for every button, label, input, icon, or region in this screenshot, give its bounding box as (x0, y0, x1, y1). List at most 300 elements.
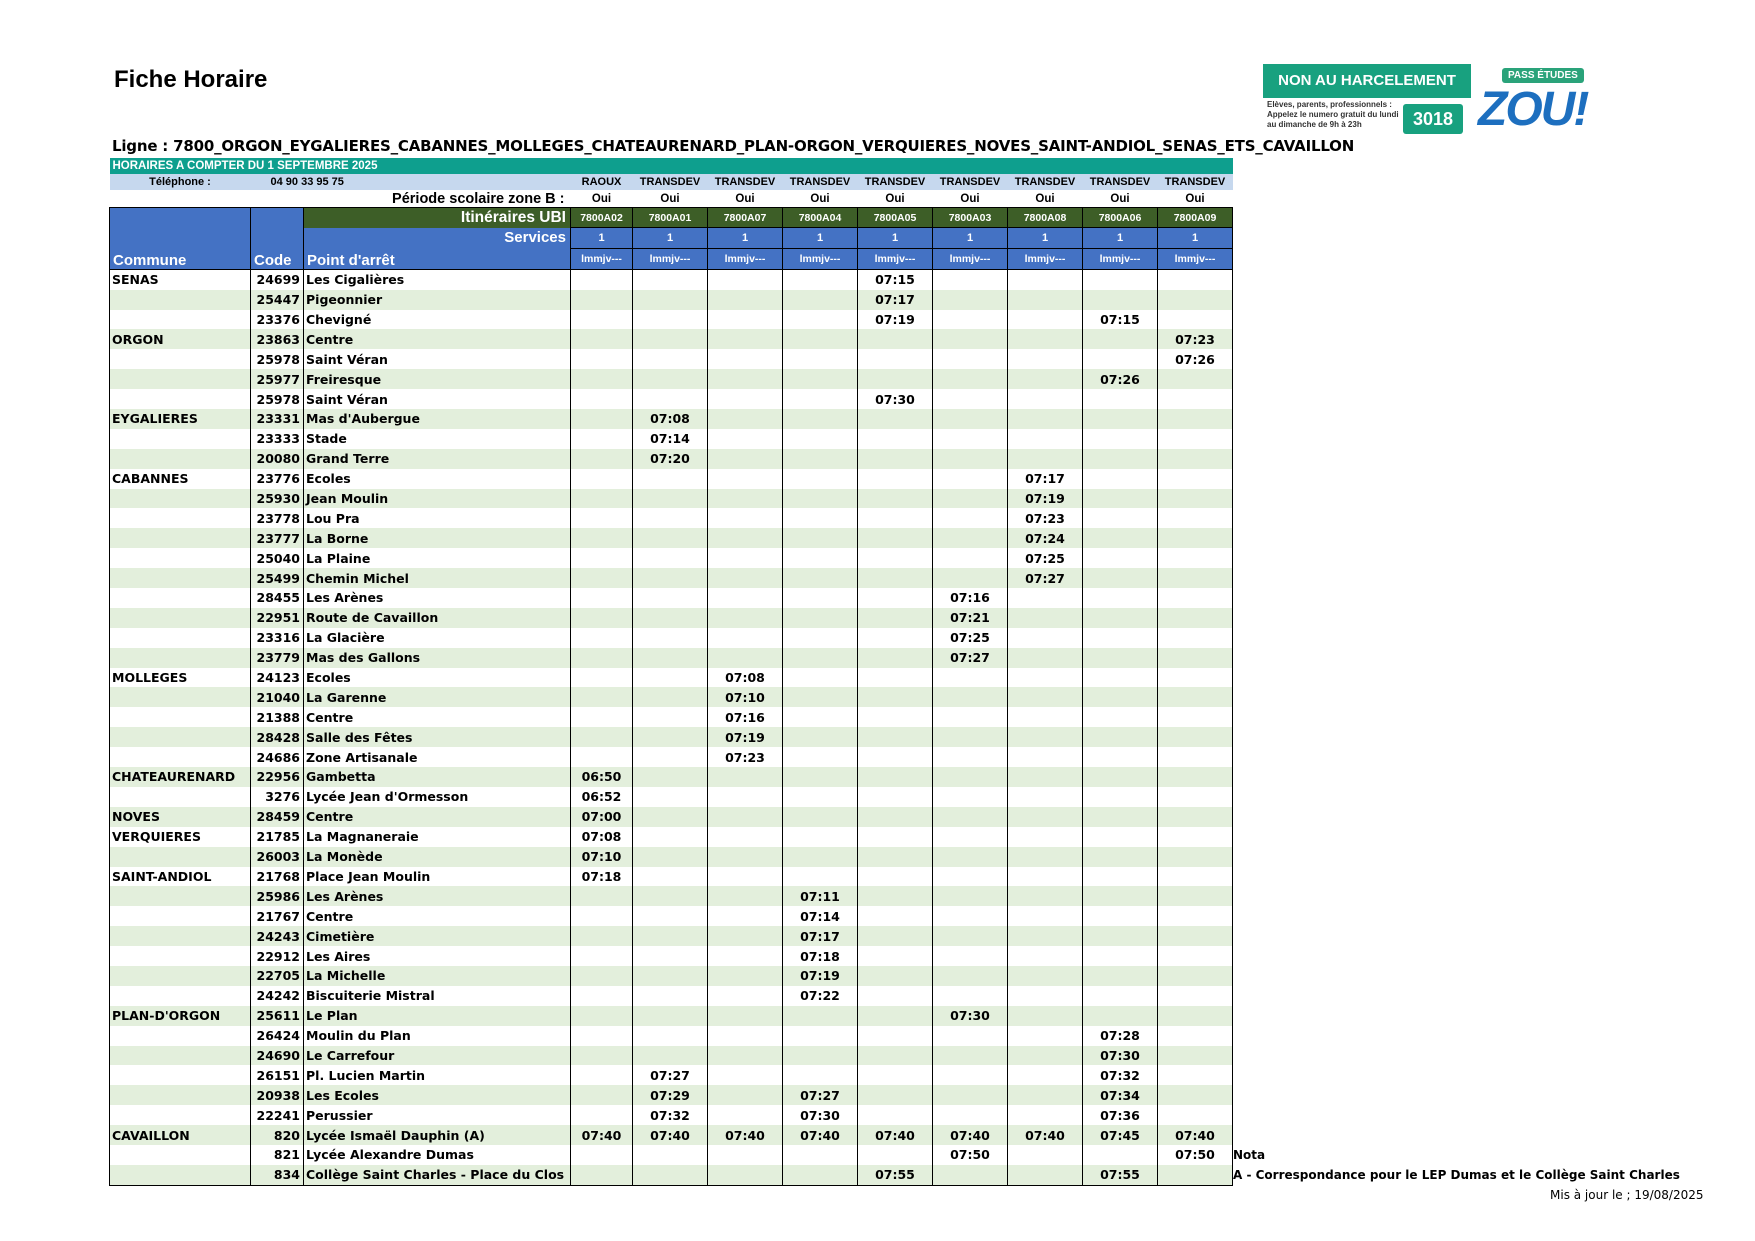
time-cell (783, 1145, 858, 1165)
time-cell (783, 469, 858, 489)
time-cell (571, 568, 633, 588)
timetable-row (110, 867, 1233, 887)
stop-cell: Cimetière (304, 926, 571, 946)
time-cell: 07:24 (1008, 528, 1083, 548)
itineraire-code: 7800A06 (1083, 208, 1158, 228)
operator-name: TRANSDEV (708, 174, 783, 190)
timetable-row (110, 349, 1233, 369)
time-cell: 07:40 (1158, 1125, 1233, 1145)
service-number: 1 (933, 228, 1008, 249)
itineraire-code: 7800A08 (1008, 208, 1083, 228)
time-cell (1008, 807, 1083, 827)
code-cell: 28428 (251, 727, 304, 747)
time-cell (1008, 429, 1083, 449)
time-cell (1083, 668, 1158, 688)
commune-cell (110, 528, 251, 548)
harcelement-logo-number: 3018 (1403, 104, 1463, 134)
time-cell (708, 847, 783, 867)
time-cell (933, 727, 1008, 747)
time-cell (933, 508, 1008, 528)
time-cell (633, 608, 708, 628)
time-cell: 07:10 (571, 847, 633, 867)
commune-cell: ORGON (110, 329, 251, 349)
time-cell (1083, 429, 1158, 449)
timetable-row (110, 310, 1233, 330)
stop-cell: Les Cigalières (304, 269, 571, 289)
commune-cell (110, 986, 251, 1006)
time-cell (1083, 946, 1158, 966)
time-cell (1008, 668, 1083, 688)
time-cell (933, 687, 1008, 707)
code-cell: 24243 (251, 926, 304, 946)
operator-name: TRANSDEV (1008, 174, 1083, 190)
time-cell (1008, 867, 1083, 887)
time-cell (708, 568, 783, 588)
time-cell: 07:55 (1083, 1165, 1158, 1185)
time-cell (633, 886, 708, 906)
time-cell (708, 469, 783, 489)
operator-name: RAOUX (571, 174, 633, 190)
stop-cell: Perussier (304, 1105, 571, 1125)
time-cell (571, 409, 633, 429)
time-cell (1158, 906, 1233, 926)
stop-cell: Les Ecoles (304, 1085, 571, 1105)
services-label: Services (304, 228, 571, 249)
time-cell (633, 707, 708, 727)
time-cell (783, 687, 858, 707)
zou-logo-badge: PASS ÉTUDES (1502, 68, 1584, 83)
time-cell (783, 269, 858, 289)
time-cell (933, 707, 1008, 727)
time-cell (783, 1006, 858, 1026)
time-cell (858, 349, 933, 369)
time-cell: 07:26 (1158, 349, 1233, 369)
timetable-row (110, 847, 1233, 867)
timetable-row (110, 906, 1233, 926)
service-days: lmmjv--- (783, 248, 858, 269)
time-cell (708, 588, 783, 608)
timetable-row (110, 369, 1233, 389)
time-cell (571, 548, 633, 568)
time-cell (1083, 687, 1158, 707)
stop-cell: Saint Véran (304, 389, 571, 409)
time-cell (1158, 926, 1233, 946)
commune-cell: PLAN-D'ORGON (110, 1006, 251, 1026)
time-cell (571, 1046, 633, 1066)
time-cell (708, 310, 783, 330)
time-cell (1008, 707, 1083, 727)
time-cell (1158, 588, 1233, 608)
time-cell (633, 668, 708, 688)
service-days: lmmjv--- (571, 248, 633, 269)
time-cell: 07:17 (1008, 469, 1083, 489)
time-cell (858, 727, 933, 747)
timetable-row (110, 290, 1233, 310)
time-cell: 07:19 (858, 310, 933, 330)
time-cell (858, 588, 933, 608)
time-cell (1083, 1145, 1158, 1165)
timetable-row (110, 329, 1233, 349)
time-cell (933, 489, 1008, 509)
stop-cell: Chemin Michel (304, 568, 571, 588)
time-cell (933, 369, 1008, 389)
nota-title: Nota (1233, 1148, 1266, 1162)
stop-cell: Place Jean Moulin (304, 867, 571, 887)
time-cell (571, 1085, 633, 1105)
time-cell (708, 389, 783, 409)
periode-value: Oui (591, 192, 612, 205)
code-cell: 24686 (251, 747, 304, 767)
time-cell (571, 528, 633, 548)
time-cell (571, 628, 633, 648)
stop-cell: Centre (304, 807, 571, 827)
time-cell (1008, 966, 1083, 986)
time-cell (858, 668, 933, 688)
time-cell (708, 787, 783, 807)
stop-cell: La Michelle (304, 966, 571, 986)
time-cell (571, 966, 633, 986)
time-cell (858, 449, 933, 469)
time-cell (1008, 1006, 1083, 1026)
service-number: 1 (858, 228, 933, 249)
timetable-row (110, 548, 1233, 568)
time-cell (858, 926, 933, 946)
itineraires-row (110, 208, 1233, 228)
time-cell: 07:18 (571, 867, 633, 887)
timetable-row (110, 1006, 1233, 1026)
itineraire-code: 7800A07 (708, 208, 783, 228)
timetable-row (110, 1046, 1233, 1066)
time-cell (783, 1165, 858, 1185)
periode-value: Oui (735, 192, 755, 205)
code-cell: 25499 (251, 568, 304, 588)
time-cell (933, 429, 1008, 449)
time-cell (858, 369, 933, 389)
code-cell: 25986 (251, 886, 304, 906)
code-cell: 24123 (251, 668, 304, 688)
time-cell (858, 747, 933, 767)
time-cell (783, 588, 858, 608)
time-cell (1158, 1065, 1233, 1085)
time-cell (783, 787, 858, 807)
service-number: 1 (571, 228, 633, 249)
time-cell (1008, 747, 1083, 767)
commune-cell (110, 727, 251, 747)
time-cell (1083, 548, 1158, 568)
time-cell (858, 867, 933, 887)
time-cell (708, 807, 783, 827)
stop-cell: Mas d'Aubergue (304, 409, 571, 429)
commune-cell (110, 966, 251, 986)
time-cell (1083, 608, 1158, 628)
time-cell (1008, 946, 1083, 966)
line-title: Ligne : 7800_ORGON_EYGALIERES_CABANNES_MOLLEGES_CHATEAURENARD_PLAN-ORGON_VERQUIERES_NOVES_SAINT-ANDIOL_SENAS_ETS_CAVAILLON (112, 137, 1355, 155)
stop-cell: Ecoles (304, 469, 571, 489)
time-cell (783, 329, 858, 349)
commune-cell (110, 608, 251, 628)
time-cell (1158, 429, 1233, 449)
time-cell (1158, 986, 1233, 1006)
time-cell (708, 290, 783, 310)
time-cell (708, 409, 783, 429)
time-cell (858, 946, 933, 966)
time-cell (708, 767, 783, 787)
time-cell: 07:16 (708, 707, 783, 727)
operator-name: TRANSDEV (1158, 174, 1233, 190)
time-cell (783, 349, 858, 369)
itineraire-code: 7800A04 (783, 208, 858, 228)
time-cell (933, 409, 1008, 429)
code-cell: 22912 (251, 946, 304, 966)
time-cell (633, 568, 708, 588)
time-cell (633, 269, 708, 289)
time-cell (571, 449, 633, 469)
time-cell (633, 648, 708, 668)
time-cell (633, 847, 708, 867)
time-cell (933, 867, 1008, 887)
periode-value: Oui (660, 192, 680, 205)
time-cell (1158, 707, 1233, 727)
time-cell (633, 628, 708, 648)
time-cell: 07:30 (783, 1105, 858, 1125)
code-cell: 22705 (251, 966, 304, 986)
time-cell (933, 807, 1008, 827)
time-cell (1158, 409, 1233, 429)
time-cell: 07:40 (1008, 1125, 1083, 1145)
time-cell (571, 349, 633, 369)
time-cell (933, 926, 1008, 946)
time-cell: 07:18 (783, 946, 858, 966)
time-cell (783, 310, 858, 330)
code-cell: 24242 (251, 986, 304, 1006)
stop-cell: Pigeonnier (304, 290, 571, 310)
stop-cell: Saint Véran (304, 349, 571, 369)
code-cell: 23778 (251, 508, 304, 528)
timetable-row (110, 1105, 1233, 1125)
time-cell (708, 449, 783, 469)
commune-cell (110, 489, 251, 509)
time-cell (708, 548, 783, 568)
time-cell: 06:52 (571, 787, 633, 807)
time-cell: 07:32 (633, 1105, 708, 1125)
time-cell (933, 767, 1008, 787)
time-cell (933, 886, 1008, 906)
commune-cell (110, 588, 251, 608)
timetable-row (110, 1026, 1233, 1046)
code-cell: 20080 (251, 449, 304, 469)
timetable-row (110, 668, 1233, 688)
time-cell (633, 290, 708, 310)
time-cell: 07:40 (933, 1125, 1008, 1145)
time-cell (1083, 707, 1158, 727)
time-cell (1008, 906, 1083, 926)
time-cell (783, 847, 858, 867)
time-cell (633, 906, 708, 926)
time-cell: 07:23 (1158, 329, 1233, 349)
timetable-row (110, 608, 1233, 628)
periode-value: Oui (1185, 192, 1205, 205)
code-cell: 25611 (251, 1006, 304, 1026)
time-cell (1008, 628, 1083, 648)
stop-cell: Jean Moulin (304, 489, 571, 509)
time-cell (1158, 528, 1233, 548)
time-cell (858, 787, 933, 807)
time-cell: 07:27 (933, 648, 1008, 668)
time-cell (1008, 827, 1083, 847)
commune-cell: CABANNES (110, 469, 251, 489)
time-cell (933, 269, 1008, 289)
periode-value: Oui (960, 192, 980, 205)
time-cell (1158, 648, 1233, 668)
time-cell (708, 1085, 783, 1105)
timetable-row (110, 767, 1233, 787)
harcelement-logo-subtitle: Elèves, parents, professionnels : Appelez le numero gratuit du lundi au dimanche de 9h à 23h (1267, 100, 1399, 129)
stop-cell: Les Aires (304, 946, 571, 966)
time-cell (633, 349, 708, 369)
time-cell (1083, 727, 1158, 747)
telephone-label: Téléphone : (110, 174, 251, 190)
commune-cell (110, 906, 251, 926)
time-cell (1008, 369, 1083, 389)
time-cell (708, 429, 783, 449)
time-cell (633, 787, 708, 807)
commune-cell: SAINT-ANDIOL (110, 867, 251, 887)
time-cell (633, 548, 708, 568)
time-cell (1008, 1026, 1083, 1046)
time-cell (783, 528, 858, 548)
time-cell (1158, 1026, 1233, 1046)
time-cell (933, 568, 1008, 588)
time-cell: 07:30 (1083, 1046, 1158, 1066)
time-cell (1008, 986, 1083, 1006)
time-cell (933, 1026, 1008, 1046)
code-cell: 21768 (251, 867, 304, 887)
time-cell (1158, 608, 1233, 628)
time-cell (571, 687, 633, 707)
time-cell (858, 608, 933, 628)
time-cell (708, 966, 783, 986)
commune-cell (110, 389, 251, 409)
stop-cell: Lycée Ismaël Dauphin (A) (304, 1125, 571, 1145)
stop-cell: Ecoles (304, 668, 571, 688)
time-cell: 07:00 (571, 807, 633, 827)
stop-cell: Zone Artisanale (304, 747, 571, 767)
column-header-row (110, 248, 1233, 269)
time-cell (633, 588, 708, 608)
time-cell (1008, 290, 1083, 310)
commune-cell (110, 628, 251, 648)
stop-cell: Mas des Gallons (304, 648, 571, 668)
time-cell (858, 1026, 933, 1046)
time-cell (933, 827, 1008, 847)
commune-cell (110, 946, 251, 966)
time-cell: 07:21 (933, 608, 1008, 628)
time-cell (1083, 588, 1158, 608)
time-cell (708, 329, 783, 349)
time-cell (783, 508, 858, 528)
time-cell: 07:26 (1083, 369, 1158, 389)
time-cell (933, 449, 1008, 469)
time-cell (1158, 867, 1233, 887)
time-cell (571, 1145, 633, 1165)
commune-cell: MOLLEGES (110, 668, 251, 688)
time-cell (933, 548, 1008, 568)
service-days: lmmjv--- (1158, 248, 1233, 269)
time-cell (1083, 269, 1158, 289)
time-cell (783, 767, 858, 787)
time-cell (708, 1006, 783, 1026)
stop-cell: Biscuiterie Mistral (304, 986, 571, 1006)
time-cell (708, 946, 783, 966)
time-cell (571, 1026, 633, 1046)
time-cell: 07:19 (783, 966, 858, 986)
time-cell (1158, 548, 1233, 568)
time-cell (933, 668, 1008, 688)
time-cell (933, 1046, 1008, 1066)
time-cell (571, 727, 633, 747)
time-cell: 07:08 (633, 409, 708, 429)
time-cell: 07:23 (1008, 508, 1083, 528)
code-cell: 26151 (251, 1065, 304, 1085)
time-cell (783, 389, 858, 409)
time-cell: 07:40 (858, 1125, 933, 1145)
time-cell: 07:32 (1083, 1065, 1158, 1085)
time-cell (633, 966, 708, 986)
time-cell (1008, 648, 1083, 668)
stop-cell: Les Arènes (304, 588, 571, 608)
time-cell (1008, 329, 1083, 349)
timetable-row (110, 409, 1233, 429)
time-cell (1008, 1085, 1083, 1105)
time-cell (633, 687, 708, 707)
code-cell: 820 (251, 1125, 304, 1145)
service-days: lmmjv--- (933, 248, 1008, 269)
time-cell (858, 886, 933, 906)
time-cell (933, 906, 1008, 926)
time-cell (1158, 727, 1233, 747)
time-cell (571, 329, 633, 349)
itineraire-code: 7800A05 (858, 208, 933, 228)
periode-value: Oui (1110, 192, 1130, 205)
time-cell (858, 767, 933, 787)
code-cell: 28455 (251, 588, 304, 608)
time-cell (708, 827, 783, 847)
time-cell (1083, 847, 1158, 867)
time-cell (933, 966, 1008, 986)
code-cell: 21040 (251, 687, 304, 707)
time-cell (1008, 1145, 1083, 1165)
time-cell (858, 409, 933, 429)
time-cell (1083, 508, 1158, 528)
time-cell (858, 986, 933, 1006)
time-cell (783, 727, 858, 747)
time-cell (1158, 1165, 1233, 1185)
time-cell (858, 906, 933, 926)
code-cell: 26003 (251, 847, 304, 867)
header-blank-commune (110, 228, 251, 249)
code-cell: 22951 (251, 608, 304, 628)
time-cell (708, 1145, 783, 1165)
time-cell (1083, 528, 1158, 548)
periode-value: Oui (1035, 192, 1055, 205)
timetable-row (110, 807, 1233, 827)
time-cell (1158, 369, 1233, 389)
code-cell: 23863 (251, 329, 304, 349)
time-cell (571, 1065, 633, 1085)
time-cell (633, 489, 708, 509)
stop-cell: Freiresque (304, 369, 571, 389)
code-cell: 25978 (251, 349, 304, 369)
